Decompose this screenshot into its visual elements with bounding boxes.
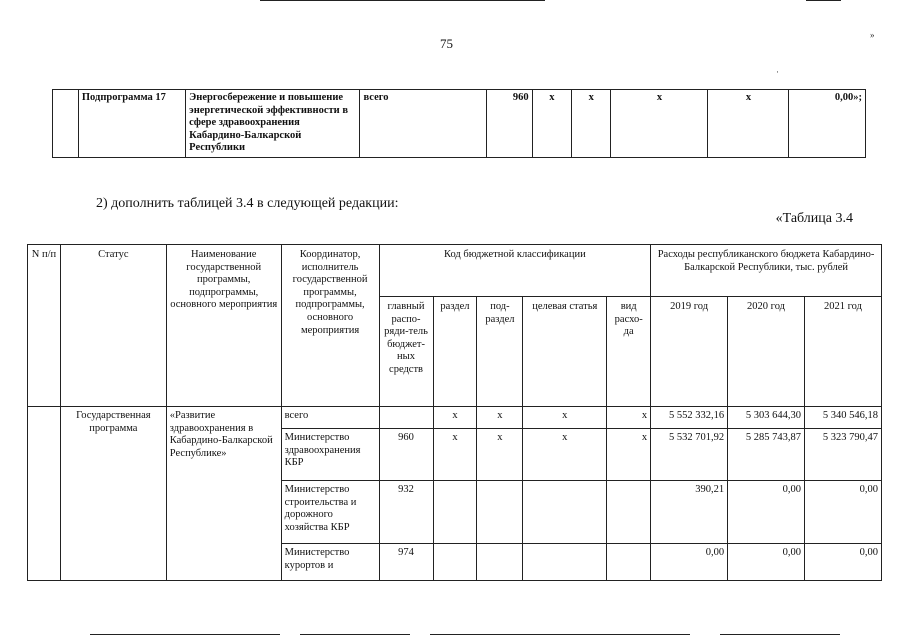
- subsection-cell: х: [572, 90, 611, 158]
- y2021-cell: 5 323 790,47: [805, 429, 882, 481]
- subprogram-label: Подпрограмма 17: [78, 90, 185, 158]
- subprogram-name: Энергосбережение и повышение энергетической эффективности в сфере здравоохранения Кабардино-Балкарской Республики: [186, 90, 360, 158]
- status-cell: Государственная программа: [60, 407, 166, 581]
- section-cell: х: [532, 90, 571, 158]
- section-cell: [433, 544, 477, 581]
- scan-edge-line-bottom-4: [720, 634, 840, 635]
- target-cell: х: [611, 90, 708, 158]
- row-num-cell: [28, 407, 61, 581]
- scan-edge-line-bottom-1: [90, 634, 280, 635]
- coordinator-cell: Министерство строительства и дорожного хозяйства КБР: [281, 481, 379, 544]
- coordinator-cell: всего: [360, 90, 486, 158]
- grbs-cell: [379, 407, 433, 429]
- header-name: Наименование государственной программы, подпрограммы, основного мероприятия: [166, 245, 281, 407]
- table-row: [53, 90, 866, 158]
- y2019-cell: 5 552 332,16: [651, 407, 728, 429]
- page-number: 75: [440, 36, 453, 51]
- previous-table-fragment: [52, 89, 866, 158]
- target-cell: х: [523, 429, 607, 481]
- header-expenses: Расходы республиканского бюджета Кабардино-Балкарской Республики, тыс. рублей: [651, 245, 882, 297]
- y2020-cell: 0,00: [728, 481, 805, 544]
- header-coordinator: Координатор, исполнитель государственной программы, подпрограммы, основного мероприятия: [281, 245, 379, 407]
- scan-mark: »: [870, 30, 875, 40]
- instruction-text: 2) дополнить таблицей 3.4 в следующей редакции:: [96, 196, 399, 211]
- header-2020: 2020 год: [728, 297, 805, 407]
- value-cell: 0,00»;: [789, 90, 866, 158]
- header-2021: 2021 год: [805, 297, 882, 407]
- subsection-cell: [477, 481, 523, 544]
- grbs-cell: 974: [379, 544, 433, 581]
- coordinator-cell: всего: [281, 407, 379, 429]
- grbs-cell: 932: [379, 481, 433, 544]
- header-status: Статус: [60, 245, 166, 407]
- table-header-row: [28, 245, 882, 297]
- target-cell: [523, 544, 607, 581]
- type-cell: х: [607, 429, 651, 481]
- target-cell: х: [523, 407, 607, 429]
- scan-edge-line-top-right: [806, 0, 841, 1]
- type-cell: [607, 544, 651, 581]
- grbs-cell: 960: [379, 429, 433, 481]
- subsection-cell: [477, 544, 523, 581]
- header-grbs: главный распо-ряди-тель бюджет-ных средств: [379, 297, 433, 407]
- y2020-cell: 5 303 644,30: [728, 407, 805, 429]
- subsection-cell: х: [477, 429, 523, 481]
- header-2019: 2019 год: [651, 297, 728, 407]
- table-3-4: [27, 244, 882, 581]
- y2019-cell: 0,00: [651, 544, 728, 581]
- type-cell: х: [708, 90, 789, 158]
- table-row: [28, 407, 882, 429]
- header-section: раздел: [433, 297, 477, 407]
- header-target: целевая статья: [523, 297, 607, 407]
- y2021-cell: 0,00: [805, 481, 882, 544]
- header-type: вид расхо-да: [607, 297, 651, 407]
- scan-edge-line-top: [260, 0, 545, 1]
- header-subsection: под-раздел: [477, 297, 523, 407]
- coordinator-cell: Министерство курортов и: [281, 544, 379, 581]
- y2020-cell: 0,00: [728, 544, 805, 581]
- table-label: «Таблица 3.4: [775, 211, 853, 226]
- target-cell: [523, 481, 607, 544]
- y2019-cell: 390,21: [651, 481, 728, 544]
- scan-mark: ·: [776, 67, 779, 77]
- program-name-cell: «Развитие здравоохранения в Кабардино-Балкарской Республике»: [166, 407, 281, 581]
- type-cell: [607, 481, 651, 544]
- section-cell: х: [433, 429, 477, 481]
- grbs-cell: 960: [486, 90, 532, 158]
- header-budget-code: Код бюджетной классификации: [379, 245, 651, 297]
- y2021-cell: 0,00: [805, 544, 882, 581]
- type-cell: х: [607, 407, 651, 429]
- section-cell: х: [433, 407, 477, 429]
- y2019-cell: 5 532 701,92: [651, 429, 728, 481]
- header-num: N п/п: [28, 245, 61, 407]
- table-cell: [53, 90, 79, 158]
- subsection-cell: х: [477, 407, 523, 429]
- y2020-cell: 5 285 743,87: [728, 429, 805, 481]
- scan-edge-line-bottom-2: [300, 634, 410, 635]
- section-cell: [433, 481, 477, 544]
- y2021-cell: 5 340 546,18: [805, 407, 882, 429]
- coordinator-cell: Министерство здравоохранения КБР: [281, 429, 379, 481]
- scan-edge-line-bottom-3: [430, 634, 690, 635]
